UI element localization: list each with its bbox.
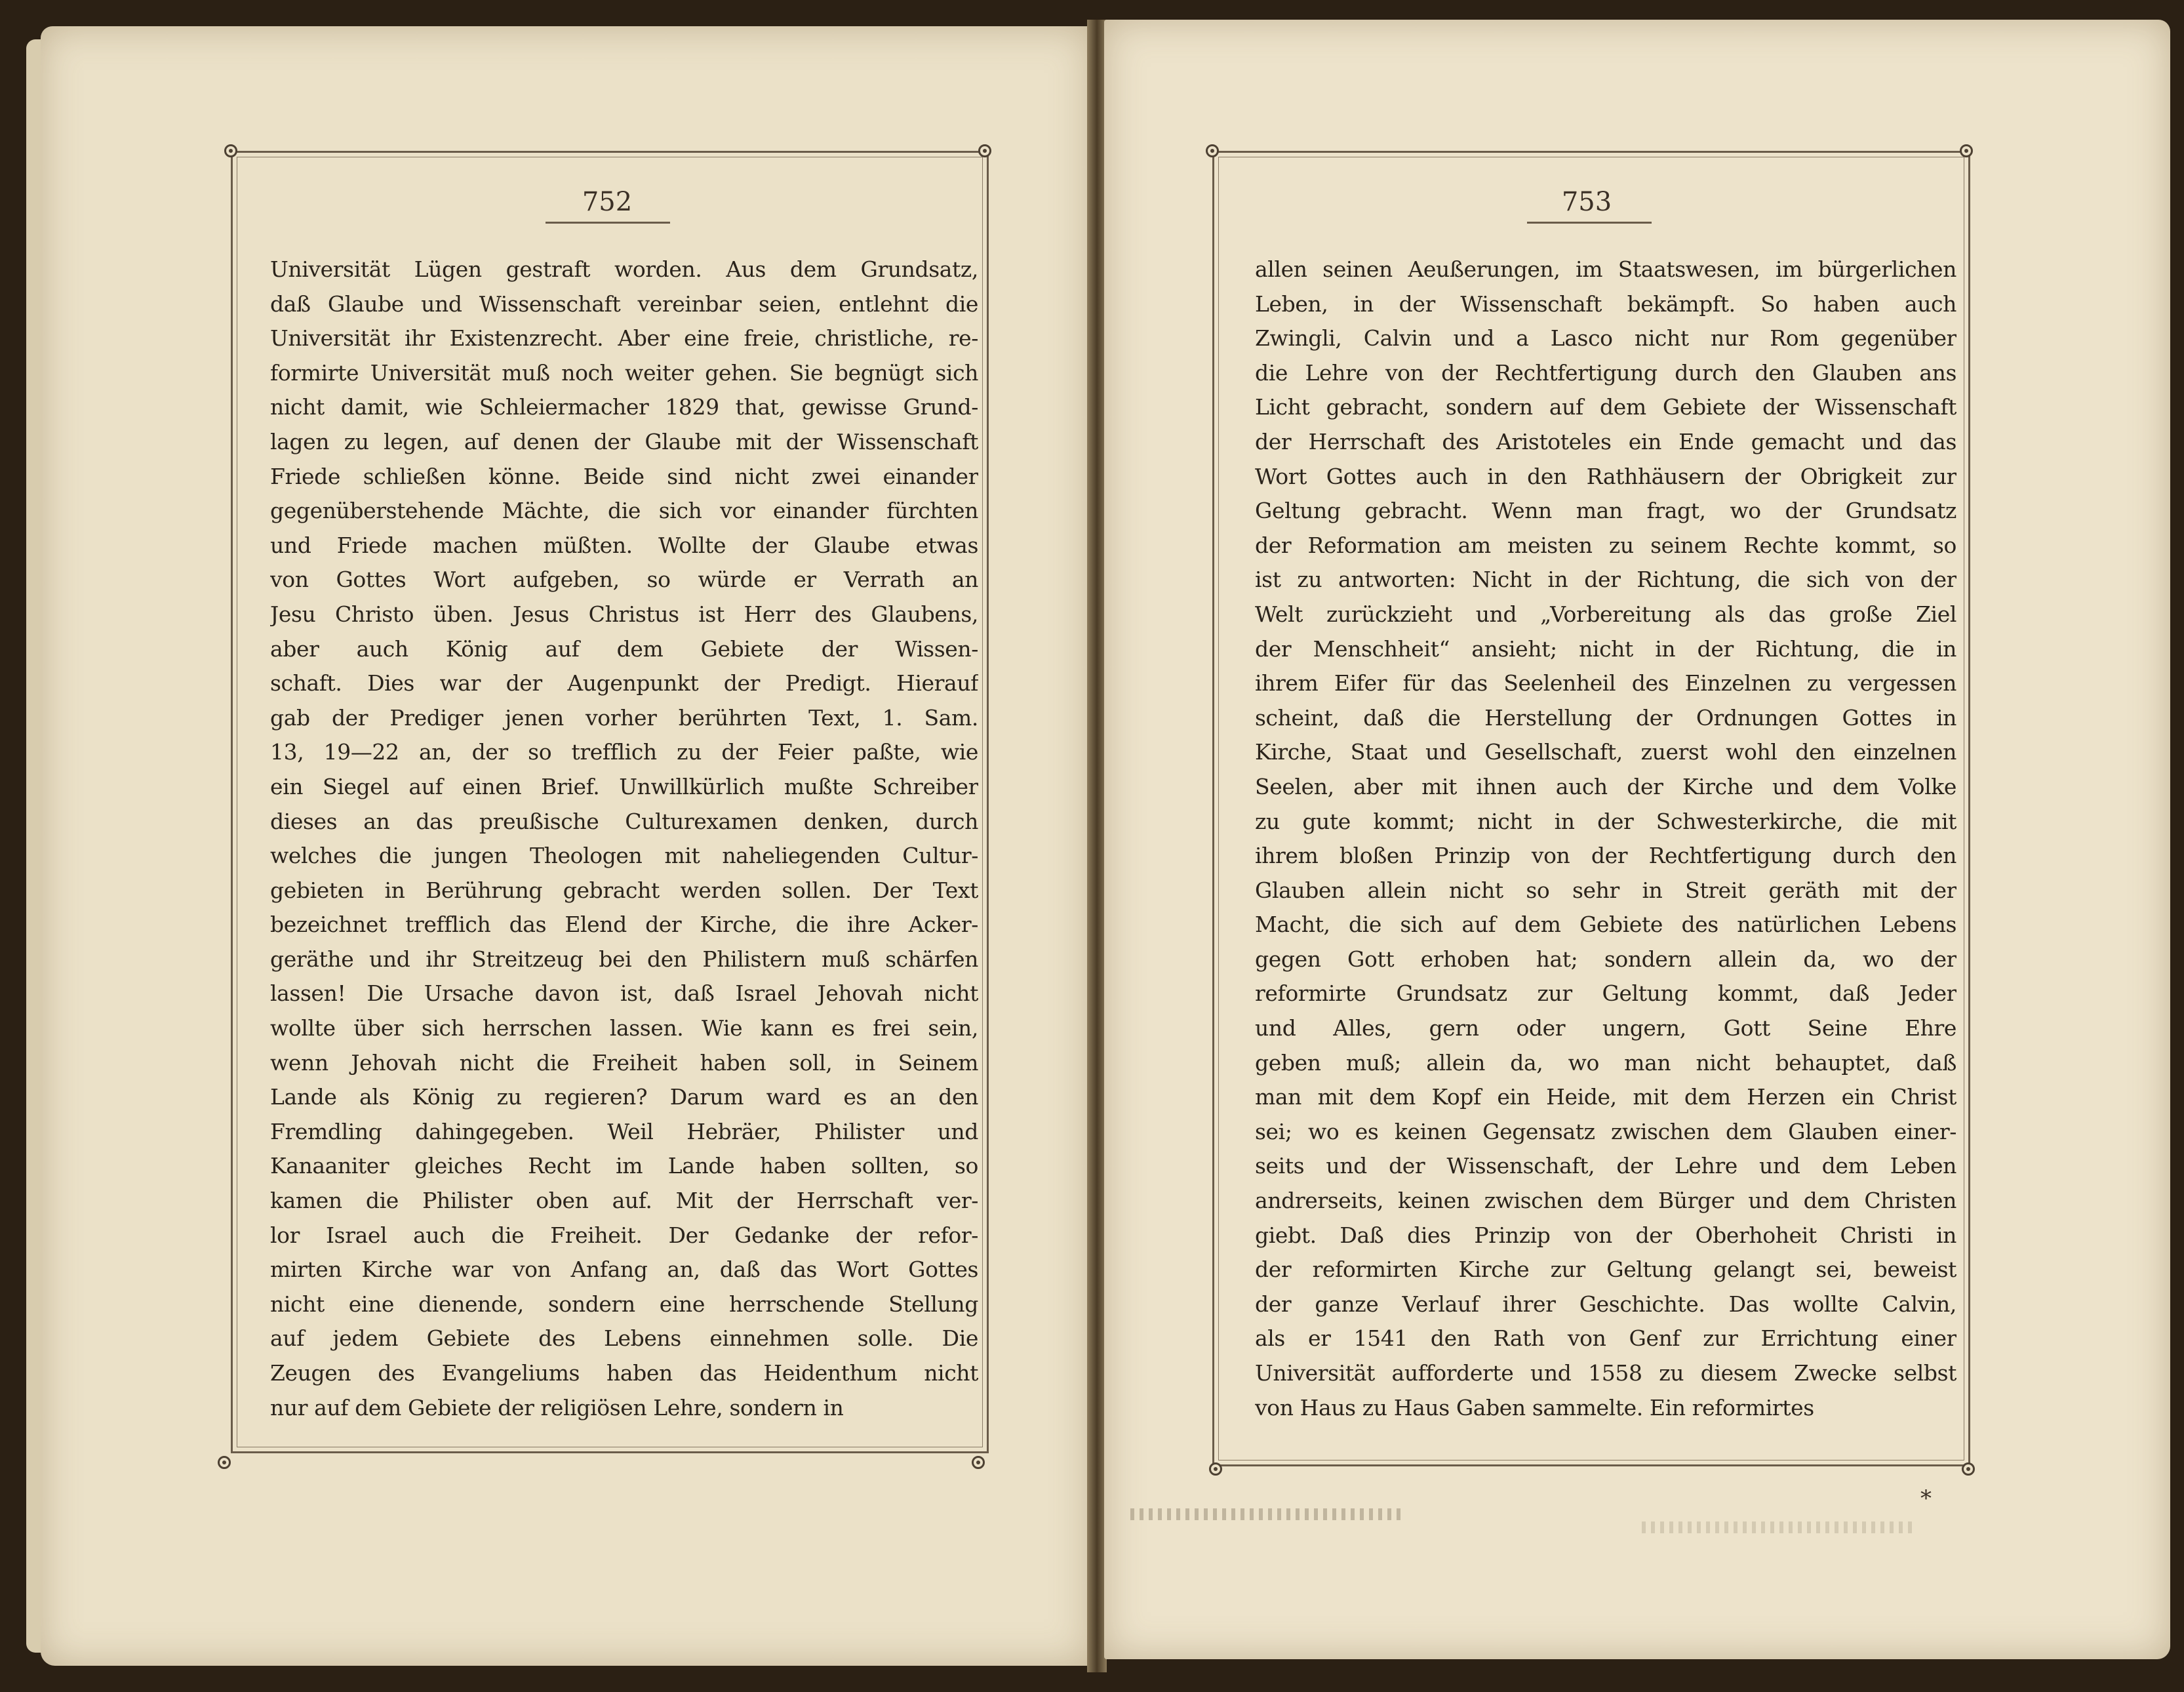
text-line: die Lehre von der Rechtfertigung durch den Glauben ans xyxy=(1255,359,1956,386)
corner-ornament-icon xyxy=(224,144,237,157)
text-line: zu gute kommt; nicht in der Schwesterkirche, die mit xyxy=(1255,808,1956,834)
text-line: Welt zurückzieht und „Vorbereitung als das große Ziel xyxy=(1255,601,1956,627)
text-line: Macht, die sich auf dem Gebiete des natürlichen Lebens xyxy=(1255,912,1956,938)
text-line: und Alles, gern oder ungern, Gott Seine Ehre xyxy=(1255,1015,1956,1041)
text-line: welches die jungen Theologen mit naheliegenden Cultur- xyxy=(270,843,978,869)
text-line: Universität Lügen gestraft worden. Aus dem Grundsatz, xyxy=(270,256,978,282)
text-line: gegenüberstehende Mächte, die sich vor einander fürchten xyxy=(270,498,978,524)
text-line: als er 1541 den Rath von Genf zur Errichtung einer xyxy=(1255,1325,1956,1352)
text-line: der Menschheit“ ansieht; nicht in der Richtung, die in xyxy=(1255,635,1956,662)
text-line: bezeichnet trefflich das Elend der Kirche, die ihre Acker- xyxy=(270,912,978,938)
text-line: reformirte Grundsatz zur Geltung kommt, daß Jeder xyxy=(1255,980,1956,1007)
text-line: dieses an das preußische Culturexamen denken, durch xyxy=(270,808,978,834)
text-line: Jesu Christo üben. Jesus Christus ist Herr des Glaubens, xyxy=(270,601,978,627)
text-line: 13, 19—22 an, der so trefflich zu der Feier paßte, wie xyxy=(270,739,978,765)
text-line: gab der Prediger jenen vorher berührten Text, 1. Sam. xyxy=(270,704,978,731)
corner-ornament-icon xyxy=(978,144,991,157)
text-line: der Herrschaft des Aristoteles ein Ende gemacht und das xyxy=(1255,428,1956,454)
text-line: geben muß; allein da, wo man nicht behauptet, daß xyxy=(1255,1049,1956,1076)
page-number-rule xyxy=(546,222,670,224)
bleed-through-smudge xyxy=(1130,1508,1406,1520)
corner-ornament-icon xyxy=(1962,1462,1975,1476)
text-line: gebieten in Berührung gebracht werden sollen. Der Text xyxy=(270,877,978,903)
corner-ornament-icon xyxy=(218,1456,231,1469)
text-line: Zwingli, Calvin und a Lasco nicht nur Rom gegenüber xyxy=(1255,325,1956,352)
text-line: Zeugen des Evangeliums haben das Heidenthum nicht xyxy=(270,1360,978,1386)
bleed-through-smudge xyxy=(1642,1521,1917,1533)
text-line: sei; wo es keinen Gegensatz zwischen dem Glauben einer- xyxy=(1255,1118,1956,1144)
left-page-text xyxy=(270,252,978,1425)
text-line: man mit dem Kopf ein Heide, mit dem Herzen ein Christ xyxy=(1255,1084,1956,1110)
text-line: Universität ihr Existenzrecht. Aber eine freie, christliche, re- xyxy=(270,325,978,352)
text-line: Kanaaniter gleiches Recht im Lande haben sollten, so xyxy=(270,1153,978,1179)
page-number-rule xyxy=(1527,222,1652,224)
text-line: ihrem bloßen Prinzip von der Rechtfertigung durch den xyxy=(1255,843,1956,869)
text-line: der ganze Verlauf ihrer Geschichte. Das wollte Calvin, xyxy=(1255,1291,1956,1317)
text-line: wenn Jehovah nicht die Freiheit haben soll, in Seinem xyxy=(270,1049,978,1076)
text-line: lor Israel auch die Freiheit. Der Gedanke der refor- xyxy=(270,1222,978,1248)
text-line: mirten Kirche war von Anfang an, daß das Wort Gottes xyxy=(270,1257,978,1283)
text-line: aber auch König auf dem Gebiete der Wissen- xyxy=(270,635,978,662)
text-line: ein Siegel auf einen Brief. Unwillkürlich mußte Schreiber xyxy=(270,773,978,799)
text-line: Leben, in der Wissenschaft bekämpft. So haben auch xyxy=(1255,291,1956,317)
text-line: scheint, daß die Herstellung der Ordnungen Gottes in xyxy=(1255,704,1956,731)
text-line: lagen zu legen, auf denen der Glaube mit der Wissenschaft xyxy=(270,428,978,454)
text-line: Friede schließen könne. Beide sind nicht zwei einander xyxy=(270,463,978,489)
text-line: geräthe und ihr Streitzeug bei den Philistern muß schärfen xyxy=(270,946,978,972)
text-line: Wort Gottes auch in den Rathhäusern der Obrigkeit zur xyxy=(1255,463,1956,489)
text-line: ist zu antworten: Nicht in der Richtung, die sich von der xyxy=(1255,567,1956,593)
corner-ornament-icon xyxy=(1960,144,1973,157)
text-line: der reformirten Kirche zur Geltung gelangt sei, beweist xyxy=(1255,1257,1956,1283)
text-line: der Reformation am meisten zu seinem Rechte kommt, so xyxy=(1255,532,1956,558)
text-line: nicht damit, wie Schleiermacher 1829 that, gewisse Grund- xyxy=(270,394,978,420)
text-line: Fremdling dahingegeben. Weil Hebräer, Philister und xyxy=(270,1118,978,1144)
left-page xyxy=(41,26,1091,1666)
text-line: formirte Universität muß noch weiter gehen. Sie begnügt sich xyxy=(270,359,978,386)
text-line: lassen! Die Ursache davon ist, daß Israel Jehovah nicht xyxy=(270,980,978,1007)
text-line: Lande als König zu regieren? Darum ward es an den xyxy=(270,1084,978,1110)
text-line: Licht gebracht, sondern auf dem Gebiete der Wissenschaft xyxy=(1255,394,1956,420)
text-line: Geltung gebracht. Wenn man fragt, wo der Grundsatz xyxy=(1255,498,1956,524)
left-page-number: 752 xyxy=(582,187,633,217)
text-line: giebt. Daß dies Prinzip von der Oberhoheit Christi in xyxy=(1255,1222,1956,1248)
right-page xyxy=(1104,20,2170,1659)
text-line: und Friede machen müßten. Wollte der Glaube etwas xyxy=(270,532,978,558)
corner-ornament-icon xyxy=(1206,144,1219,157)
text-line: seits und der Wissenschaft, der Lehre und dem Leben xyxy=(1255,1153,1956,1179)
text-line: wollte über sich herrschen lassen. Wie kann es frei sein, xyxy=(270,1015,978,1041)
text-line: auf jedem Gebiete des Lebens einnehmen solle. Die xyxy=(270,1325,978,1352)
text-line: Glauben allein nicht so sehr in Streit geräth mit der xyxy=(1255,877,1956,903)
right-page-text xyxy=(1255,252,1956,1425)
text-line: schaft. Dies war der Augenpunkt der Predigt. Hierauf xyxy=(270,670,978,696)
text-line: kamen die Philister oben auf. Mit der Herrschaft ver- xyxy=(270,1188,978,1214)
text-line: von Haus zu Haus Gaben sammelte. Ein reformirtes xyxy=(1255,1394,1814,1420)
text-line: nur auf dem Gebiete der religiösen Lehre, sondern in xyxy=(270,1394,844,1420)
corner-ornament-icon xyxy=(1209,1462,1222,1476)
footnote-mark: * xyxy=(1920,1485,1932,1512)
text-line: Seelen, aber mit ihnen auch der Kirche und dem Volke xyxy=(1255,773,1956,799)
text-line: daß Glaube und Wissenschaft vereinbar seien, entlehnt die xyxy=(270,291,978,317)
text-line: andrerseits, keinen zwischen dem Bürger und dem Christen xyxy=(1255,1188,1956,1214)
text-line: von Gottes Wort aufgeben, so würde er Verrath an xyxy=(270,567,978,593)
text-line: Universität aufforderte und 1558 zu diesem Zwecke selbst xyxy=(1255,1360,1956,1386)
text-line: gegen Gott erhoben hat; sondern allein da, wo der xyxy=(1255,946,1956,972)
text-line: allen seinen Aeußerungen, im Staatswesen, im bürgerlichen xyxy=(1255,256,1956,282)
text-line: nicht eine dienende, sondern eine herrschende Stellung xyxy=(270,1291,978,1317)
right-page-number: 753 xyxy=(1561,187,1612,217)
corner-ornament-icon xyxy=(972,1456,985,1469)
text-line: Kirche, Staat und Gesellschaft, zuerst wohl den einzelnen xyxy=(1255,739,1956,765)
text-line: ihrem Eifer für das Seelenheil des Einzelnen zu vergessen xyxy=(1255,670,1956,696)
